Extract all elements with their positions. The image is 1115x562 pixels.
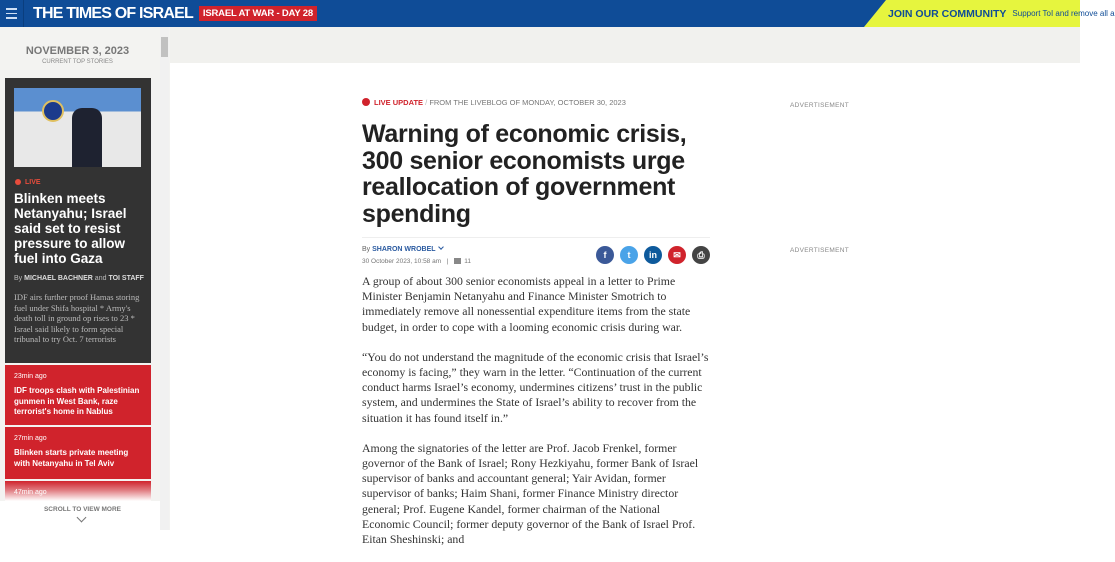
liveblog-link[interactable]: FROM THE LIVEBLOG OF MONDAY, OCTOBER 30, 2023 — [429, 98, 626, 107]
separator: / — [423, 98, 430, 107]
author-link[interactable]: SHARON WROBEL — [372, 246, 436, 253]
community-text — [888, 0, 1115, 27]
story-image[interactable] — [14, 88, 141, 167]
item-time: 47min ago — [14, 489, 47, 496]
article-meta — [362, 98, 710, 110]
community-subtitle: Support ToI and remove all a — [1012, 9, 1115, 18]
advertisement-label: ADVERTISEMENT — [790, 247, 850, 254]
byline — [362, 237, 710, 277]
advertisement-label: ADVERTISEMENT — [790, 102, 850, 109]
brand — [33, 0, 317, 27]
date-text: 30 October 2023, 10:58 am — [362, 258, 442, 265]
by-label: By — [14, 275, 23, 282]
linkedin-icon[interactable]: in — [644, 246, 662, 264]
item-time: 23min ago — [14, 373, 47, 380]
list-item[interactable] — [5, 427, 151, 479]
item-time: 27min ago — [14, 435, 47, 442]
and-label: and — [94, 275, 107, 282]
comment-icon[interactable] — [454, 258, 461, 264]
person-image — [72, 108, 102, 167]
by-label: By — [362, 246, 371, 253]
item-title[interactable]: IDF troops clash with Palestinian gunmen in West Bank, raze terrorist's home in Nablus — [14, 386, 140, 416]
sidebar — [0, 27, 170, 530]
publish-date: 30 October 2023, 10:58 am | 11 — [362, 258, 472, 265]
paragraph: “You do not understand the magnitude of the economic crisis that Israel’s economy is facing,” they warn in the letter. “Continuation of the current conduct harms Israel’s economy, undermines citizens’ trust in the public system, and undermines the State of Israel’s ability to recover from the situation it has found itself in.” — [362, 349, 709, 425]
article-body — [362, 274, 710, 547]
list-item[interactable] — [5, 481, 151, 501]
hamburger-menu-icon[interactable] — [0, 0, 24, 27]
author-link[interactable]: MICHAEL BACHNER — [24, 275, 93, 282]
top-story-byline — [14, 275, 144, 282]
banner-corner-icon — [864, 0, 886, 27]
community-title: JOIN OUR COMMUNITY — [888, 7, 1007, 20]
war-badge[interactable]: ISRAEL AT WAR - DAY 28 — [199, 6, 317, 21]
seal-image — [42, 100, 64, 122]
scroll-more-label[interactable]: SCROLL TO VIEW MORE — [43, 506, 122, 513]
article — [362, 98, 710, 562]
paragraph: Among the signatories of the letter are Prof. Jacob Frenkel, former governor of the Bank of Israel; Rony Hezkiyahu, former Bank of Israel supervisor of banks and accountant general; Yair Avidan, former supervisor of banks; Haim Shani, former Finance Ministry director general; Prof. Eugene Kandel, former chairman of the National Economic Council; former deputy governor of the Bank of Israel Prof. Eitan Sheshinski; and — [362, 440, 699, 547]
chevron-down-icon[interactable] — [438, 244, 444, 250]
top-story-card[interactable] — [5, 78, 151, 363]
author-link[interactable]: TOI STAFF — [108, 275, 144, 282]
article-title: Warning of economic crisis, 300 senior economists urge reallocation of government spending — [362, 120, 687, 228]
facebook-icon[interactable]: f — [596, 246, 614, 264]
top-story-title[interactable]: Blinken meets Netanyahu; Israel said set to resist pressure to allow fuel into Gaza — [14, 191, 127, 266]
scrollbar-thumb[interactable] — [161, 37, 168, 57]
live-badge: LIVE — [15, 179, 41, 186]
share-buttons — [596, 246, 710, 264]
live-update-badge[interactable]: LIVE UPDATE — [362, 98, 423, 107]
top-story-summary: IDF airs further proof Hamas storing fuel under Shifa hospital * Army's death toll in ground op rises to 23 * Israel said likely to form special tribunal to try Oct. 7 terrorists — [14, 292, 140, 344]
print-icon[interactable]: ⎙ — [692, 246, 710, 264]
site-logo[interactable]: THE TIMES OF ISRAEL — [33, 4, 193, 22]
twitter-icon[interactable]: t — [620, 246, 638, 264]
sidebar-subtitle: CURRENT TOP STORIES — [42, 59, 113, 65]
sidebar-scrollbar[interactable] — [160, 27, 169, 530]
sidebar-date: NOVEMBER 3, 2023 — [25, 45, 130, 57]
paragraph: A group of about 300 senior economists appeal in a letter to Prime Minister Benjamin Netanyahu and Finance Minister Smotrich to immediately remove all nonessential expenditure items from the state budget, in order to cope with a looming economic crisis during war. — [362, 274, 691, 334]
list-item[interactable] — [5, 365, 151, 425]
comment-count[interactable]: 11 — [464, 258, 472, 265]
join-community-banner[interactable] — [864, 0, 1115, 27]
site-header — [0, 0, 1115, 27]
top-ad-band — [170, 27, 1080, 63]
item-title[interactable]: Blinken starts private meeting with Netanyahu in Tel Aviv — [14, 448, 129, 468]
email-icon[interactable]: ✉ — [668, 246, 686, 264]
